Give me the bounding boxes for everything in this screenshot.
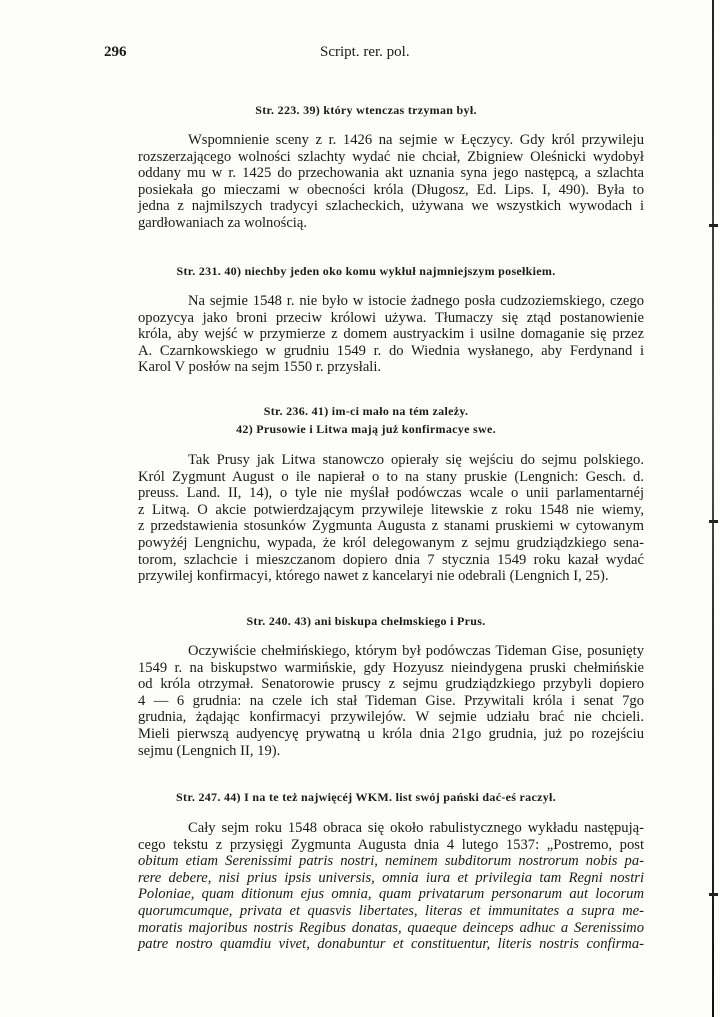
section-heading: Str. 240. 43) ani biskupa chełmskiego i Prus. — [246, 614, 486, 628]
text-line: torom, szlachcie i mieszczanom dopiero dnia 7 stycznia 1549 roku kazał wydać — [138, 551, 644, 568]
text-line: gardłowaniach za wolnością. — [138, 214, 307, 231]
text-line: z Litwą. O akcie potwierdzającym przywileje litewskie z roku 1548 nie wiemy, — [138, 501, 644, 518]
section-paragraph — [88, 452, 644, 585]
section-paragraph — [88, 293, 644, 376]
text-line: A. Czarnkowskiego w grudniu 1549 r. do Wiednia wysłanego, aby Ferdynand i — [138, 342, 644, 359]
text-line: Karol V posłów na sejm 1550 r. przysłali. — [138, 359, 382, 376]
text-line: jedna z najmilszych tradycyi szlacheckich, używana we wszystkich wywodach i — [138, 198, 644, 215]
section-heading: Str. 231. 40) niechby jeden oko komu wykłuł najmniejszym posełkiem. — [176, 264, 556, 278]
text-line: Na sejmie 1548 r. nie było w istocie żadnego posła cudzoziemskiego, czego — [188, 293, 644, 309]
text-line: opozycya jako broni przeciw królowi używa. Tłumaczy się ztąd postanowienie — [138, 309, 644, 326]
edge-mark — [709, 224, 718, 227]
text-line: przywilej konfirmacyi, którego nawet z kancelaryi nie odebrali (Lengnich I, 25). — [138, 568, 609, 585]
text-line: 1549 r. na biskupstwo warmińskie, gdy Hozyusz nieindygena pruski chełmińskie — [138, 659, 644, 676]
text-line: Tak Prusy jak Litwa stanowczo opierały się wejściu do sejmu polskiego. — [188, 452, 644, 468]
running-title: Script. rer. pol. — [320, 44, 410, 60]
section-paragraph — [88, 643, 644, 759]
edge-mark — [709, 520, 718, 523]
text-line: Wspomnienie sceny z r. 1426 na sejmie w Łęczycy. Gdy król przywileju — [188, 132, 644, 148]
document-page — [88, 44, 644, 953]
edge-mark — [709, 893, 718, 896]
text-line: z przedstawienia stosunków Zygmunta Augusta z stanami pruskiemi w cytowanym — [138, 518, 644, 535]
section-subheading: 42) Prusowie i Litwa mają już konfirmacye swe. — [236, 422, 496, 436]
page-header — [88, 44, 644, 68]
text-line: sejmu (Lengnich II, 19). — [138, 742, 281, 759]
text-line: preuss. Land. II, 14), o tyle nie myślał podówczas wcale o unii parlamentarnéj — [138, 485, 644, 502]
section-paragraph — [88, 132, 644, 232]
text-line: patre nostro quamdiu vivet, donabuntur et constituentur, literis nostris confirma- — [138, 936, 644, 953]
section-paragraph — [88, 820, 644, 953]
text-line: Cały sejm roku 1548 obraca się około rabulistycznego wykładu następują- — [188, 820, 644, 836]
text-line: rere debere, nisi prius ipsis universis, omnia iura et privilegia tam Regni nostri — [138, 869, 644, 886]
text-line: Poloniae, quam ditionum ejus omnia, quam privatarum personarum aut locorum — [138, 886, 644, 903]
section-heading: Str. 247. 44) I na te też najwięcéj WKM. list swój pański dać-eś raczył. — [176, 790, 556, 804]
section-heading: Str. 223. 39) który wtenczas trzyman był. — [255, 103, 477, 117]
text-line: quorumcumque, privata et quasvis libertates, literas et immunitates a supra me- — [138, 902, 644, 919]
text-line: grudnia, żądając konfirmacyi przywilejów. W sejmie udziału brać nie chcieli. — [138, 709, 644, 726]
text-line: posiekała go mieczami w obecności króla (Długosz, Ed. Lips. I, 490). Była to — [138, 181, 644, 198]
section-heading: Str. 236. 41) im-ci mało na tém zależy. — [263, 404, 469, 418]
text-line: cego tekstu z przysięgi Zygmunta Augusta dnia 4 lutego 1537: „Postremo, post — [138, 836, 644, 853]
text-line: króla, aby wejść w przymierze z domem austryackim i usilne domaganie się przez — [138, 326, 644, 343]
text-line: Król Zygmunt August o ile napierał o to na stany pruskie (Lengnich: Gesch. d. — [138, 468, 644, 485]
text-line: 4 — 6 grudnia: na czele ich stał Tideman Gise. Przywitali króla i senat 7go — [138, 692, 644, 709]
text-line: rozszerzającego wolności szlachty wydać nie chciał, Zbigniew Oleśnicki wydobył — [138, 148, 644, 165]
text-line: powyżéj Lengnichu, wypada, że król delegowanym z sejmu grudziądzkiego sena- — [138, 534, 644, 551]
page-number: 296 — [104, 44, 127, 60]
text-line: obitum etiam Serenissimi patris nostri, neminem subditorum nostrorum nobis pa- — [138, 853, 644, 870]
text-line: Oczywiście chełmińskiego, którym był podówczas Tideman Gise, posunięty — [188, 643, 644, 659]
text-line: oddany mu w r. 1425 do przechowania akt uznania syna jego następcą, a szlachta — [138, 165, 644, 182]
text-line: Mieli pierwszą audyencyę prywatną u króla dnia 21go grudnia, już po rozejściu — [138, 725, 644, 742]
text-line: od króla otrzymał. Senatorowie pruscy z sejmu grudziądzkiego przybyli dopiero — [138, 676, 644, 693]
text-line: moratis majoribus nostris Regibus donatas, quaeque deinceps adhuc a Serenissimo — [138, 919, 644, 936]
page-edge — [712, 0, 714, 1017]
